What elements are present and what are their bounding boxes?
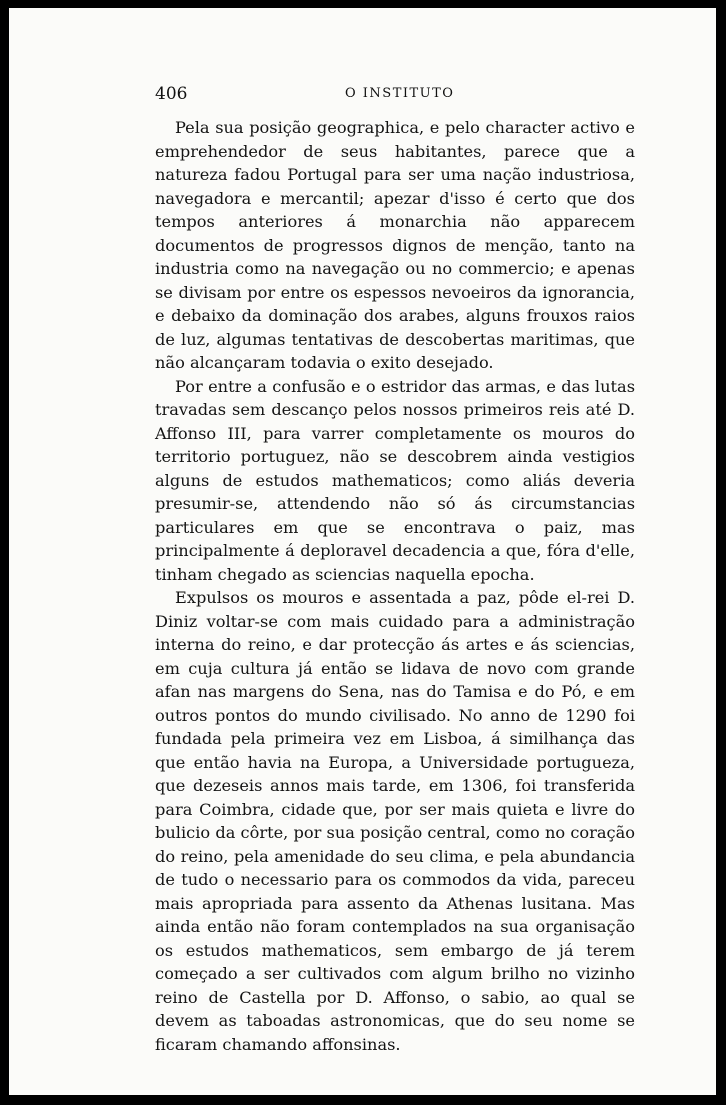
- page-body: [155, 116, 635, 1056]
- page-number: 406: [155, 84, 188, 104]
- paragraph-2: Por entre a confusão e o estridor das armas, e das lutas travadas sem descanço pelos nossos primeiros reis até D. Affonso III, para varrer completamente os mouros do territorio portuguez, não se descobrem ainda vestigios alguns de estudos mathematicos; como aliás deveria presumir-se, attendendo não só ás circumstancias particulares em que se encontrava o paiz, mas principalmente á deploravel decadencia a que, fóra d'elle, tinham chegado as sciencias naquella epocha.: [155, 376, 635, 584]
- book-page: [9, 8, 716, 1095]
- paragraph-3: Expulsos os mouros e assentada a paz, pôde el-rei D. Diniz voltar-se com mais cuidado para a administração interna do reino, e dar protecção ás artes e ás sciencias, em cuja cultura já então se lidava de novo com grande afan nas margens do Sena, nas do Tamisa e do Pó, e em outros pontos do mundo civilisado. No anno de 1290 foi fundada pela primeira vez em Lisboa, á similhança das que então havia na Europa, a Universidade portugueza, que dezeseis annos mais tarde, em 1306, foi transferida para Coimbra, cidade que, por ser mais quieta e livre do bulicio da côrte, por sua posição central, como no coração do reino, pela amenidade do seu clima, e pela abundancia de tudo o necessario para os commodos da vida, pareceu mais apropriada para assento da Athenas lusitana. Mas ainda então não foram contemplados na sua organisação os estudos mathematicos, sem embargo de já terem começado a ser cultivados com algum brilho no vizinho reino de Castella por D. Affonso, o sabio, ao qual se devem as taboadas astronomicas, que do seu nome se ficaram chamando affonsinas.: [155, 588, 635, 1054]
- paragraph-1: Pela sua posição geographica, e pelo character activo e emprehendedor de seus habitantes, parece que a natureza fadou Portugal para ser uma nação industriosa, navegadora e mercantil; apezar d'isso é certo que dos tempos anteriores á monarchia não apparecem documentos de progressos dignos de menção, tanto na industria como na navegação ou no commercio; e apenas se divisam por entre os espessos nevoeiros da ignorancia, e debaixo da dominação dos arabes, alguns frouxos raios de luz, algumas tentativas de descobertas maritimas, que não alcançaram todavia o exito desejado.: [155, 118, 635, 372]
- page-header: [155, 84, 636, 108]
- running-title: O INSTITUTO: [345, 86, 455, 101]
